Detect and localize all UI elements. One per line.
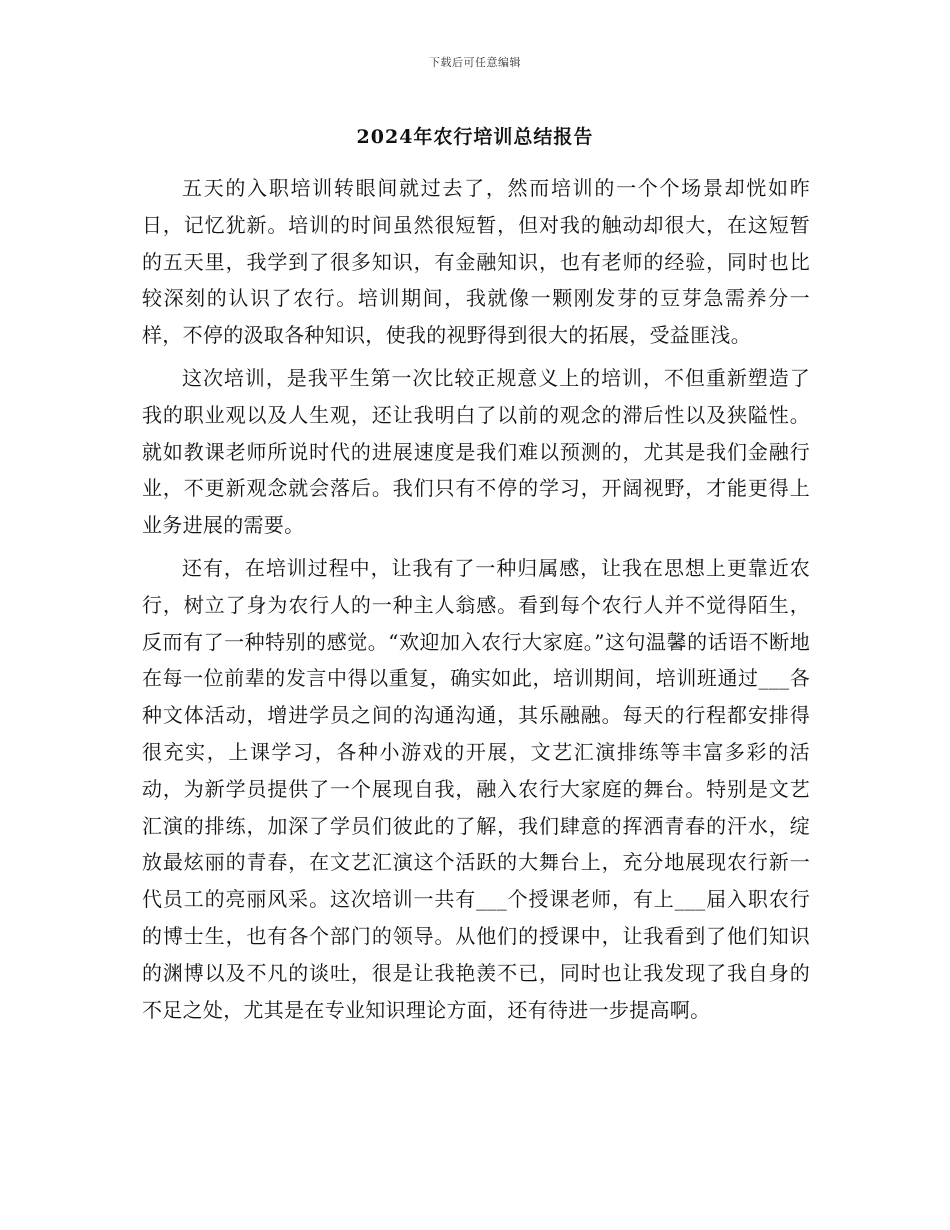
paragraph-2: 这次培训，是我平生第一次比较正规意义上的培训，不但重新塑造了我的职业观以及人生观，还让我明白了以前的观念的滞后性以及狭隘性。就如教课老师所说时代的进展速度是我们难以预测的，尤其是我们金融行业，不更新观念就会落后。我们只有不停的学习，开阔视野，才能更得上业务进展的需要。 bbox=[142, 365, 810, 538]
page-header-note: 下载后可任意编辑 bbox=[429, 56, 521, 69]
paragraph-1: 五天的入职培训转眼间就过去了，然而培训的一个个场景却恍如昨日，记忆犹新。培训的时间虽然很短暂，但对我的触动却很大，在这短暂的五天里，我学到了很多知识，有金融知识，也有老师的经验，同时也比较深刻的认识了农行。培训期间，我就像一颗刚发芽的豆芽急需养分一样，不停的汲取各种知识，使我的视野得到很大的拓展，受益匪浅。 bbox=[142, 176, 810, 348]
document-body bbox=[142, 170, 810, 1034]
document-title: 2024年农行培训总结报告 bbox=[356, 126, 594, 148]
paragraph-3: 还有，在培训过程中，让我有了一种归属感，让我在思想上更靠近农行，树立了身为农行人的一种主人翁感。看到每个农行人并不觉得陌生，反而有了一种特别的感觉。“欢迎加入农行大家庭。”这句温馨的话语不断地在每一位前辈的发言中得以重复，确实如此，培训期间，培训班通过___各种文体活动，增进学员之间的沟通沟通，其乐融融。每天的行程都安排得很充实，上课学习，各种小游戏的开展，文艺汇演排练等丰富多彩的活动，为新学员提供了一个展现自我，融入农行大家庭的舞台。特别是文艺汇演的排练，加深了学员们彼此的了解，我们肆意的挥洒青春的汗水，绽放最炫丽的青春，在文艺汇演这个活跃的大舞台上，充分地展现农行新一代员工的亮丽风采。这次培训一共有___个授课老师，有上___届入职农行的博士生，也有各个部门的领导。从他们的授课中，让我看到了他们知识的渊博以及不凡的谈吐，很是让我艳羡不已，同时也让我发现了我自身的不足之处，尤其是在专业知识理论方面，还有待进一步提高啊。 bbox=[142, 555, 810, 1022]
